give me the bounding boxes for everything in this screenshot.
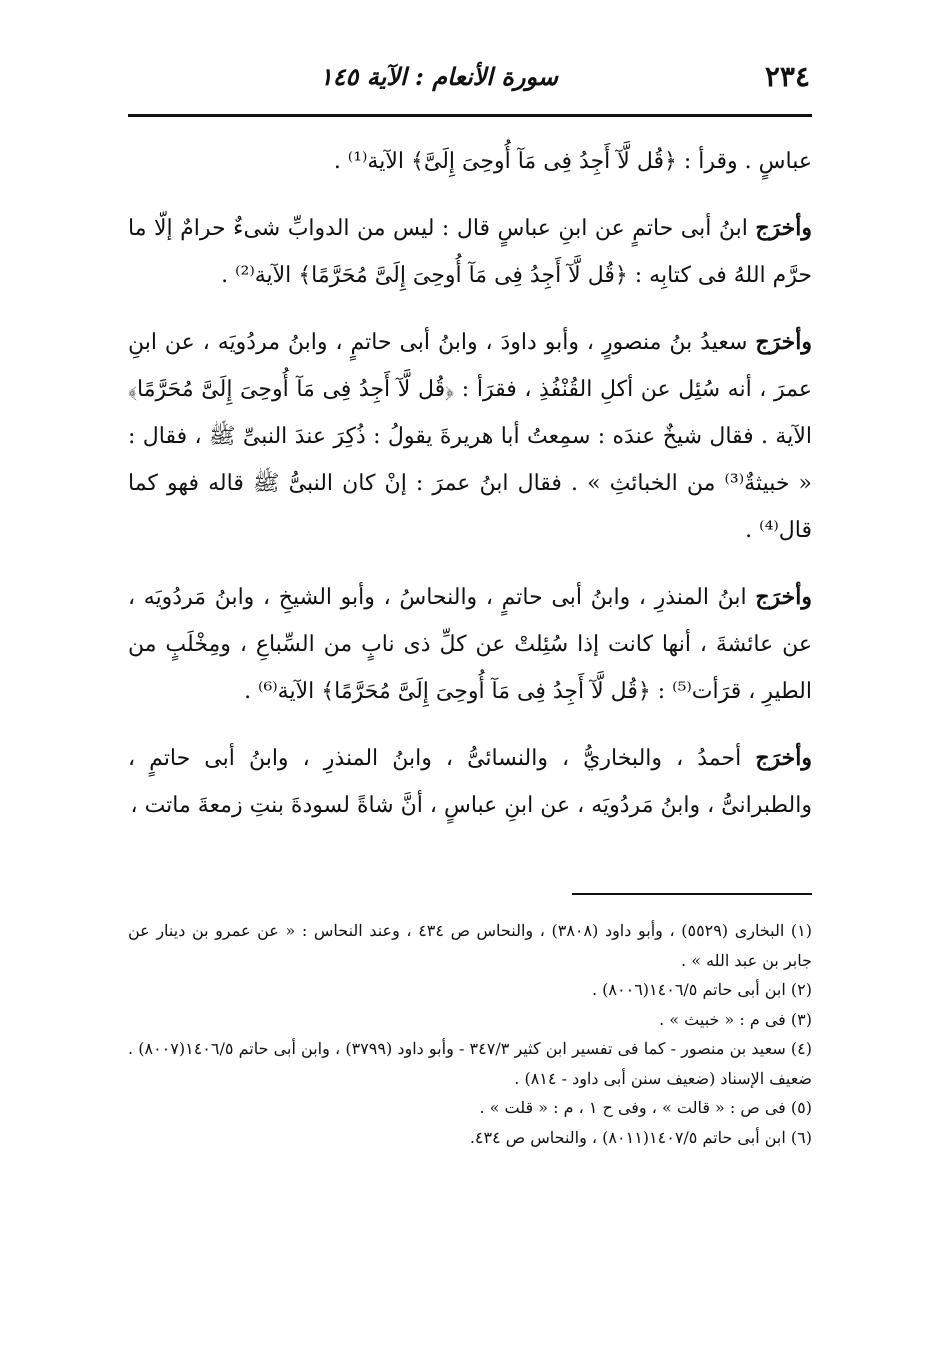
- footnote-5: (٥) فى ص : « قالت » ، وفى ح ١ ، م : « قلت » .: [479, 1098, 812, 1117]
- footnote-4: (٤) سعيد بن منصور - كما فى تفسير ابن كثير ٣٤٧/٣ - وأبو داود (٣٧٩٩) ، وابن أبى حاتم ١٤٠٦/٥(٨٠٠٧) . ضعيف الإسناد (ضعيف سنن أبى داود - ٨١٤) .: [128, 1039, 812, 1088]
- paragraph-lead: وأخرَج: [755, 215, 812, 241]
- footnote-3: (٣) فى م : « خبيث » .: [659, 1009, 812, 1029]
- page-header: [128, 58, 810, 106]
- footnote-rule: [572, 893, 812, 895]
- paragraph-text: ابنُ المنذرِ ، وابنُ أبى حاتمٍ ، والنحاسُ ، وأبو الشيخِ ، وابنُ مَردُويَه ، عن عائشةَ ، أنها كانت إذا سُئِلتْ عن كلِّ ذى نابٍ من السِّباعِ ، ومِخْلَبٍ من الطيرِ ، قرَأت⁽⁵⁾ : ﴿قُل لَّآ أَجِدُ فِى مَآ أُوحِىَ إِلَىَّ مُحَرَّمًا﴾ الآية⁽⁶⁾ .: [128, 585, 812, 704]
- paragraph-text: عباسٍ . وقرأ : ﴿قُل لَّآ أَجِدُ فِى مَآ أُوحِىَ إِلَىَّ﴾ الآية⁽¹⁾ .: [333, 149, 812, 174]
- paragraph-lead: وأخرَج: [755, 745, 812, 771]
- paragraph: [128, 205, 812, 299]
- header-rule: [128, 114, 812, 117]
- page-number: ٢٣٤: [764, 60, 810, 93]
- footnote-1: (١) البخارى (٥٥٢٩) ، وأبو داود (٣٨٠٨) ، والنحاس ص ٤٣٤ ، وعند النحاس : « عن عمرو بن دينار عن جابر بن عبد الله » .: [128, 921, 812, 970]
- paragraph: [128, 138, 812, 185]
- main-text: [128, 138, 812, 829]
- paragraph-lead: وأخرَج: [755, 584, 812, 610]
- paragraph-lead: وأخرَج: [755, 329, 813, 355]
- paragraph-text: ابنُ أبى حاتمٍ عن ابنِ عباسٍ قال : ليس من الدوابِّ شىءٌ حرامٌ إلّا ما حرَّم اللهُ فى كتابِه : ﴿قُل لَّآ أَجِدُ فِى مَآ أُوحِىَ إِلَىَّ مُحَرَّمًا﴾ الآية⁽²⁾ .: [128, 216, 812, 288]
- footnotes: [128, 916, 812, 1152]
- running-title: سورة الأنعام : الآية ١٤٥: [319, 62, 558, 91]
- paragraph-text: أحمدُ ، والبخاريُّ ، والنسائىُّ ، وابنُ المنذرِ ، وابنُ أبى حاتمٍ ، والطبرانىُّ ، وابنُ مَردُويَه ، عن ابنِ عباسٍ ، أنَّ شاةً لسودةَ بنتِ زمعةَ ماتت ،: [128, 746, 812, 818]
- paragraph: [128, 574, 812, 715]
- paragraph: [128, 735, 812, 829]
- paragraph: [128, 319, 812, 554]
- paragraph-text: سعيدُ بنُ منصورٍ ، وأبو داودَ ، وابنُ أبى حاتمٍ ، وابنُ مردُويَه ، عن ابنِ عمرَ ، أنه سُئِل عن أكلِ القُنْفُذِ ، فقرَأ : ﴿قُل لَّآ أَجِدُ فِى مَآ أُوحِىَ إِلَىَّ مُحَرَّمًا﴾ الآية . فقال شيخٌ عندَه : سمِعتُ أبا هريرةَ يقولُ : ذُكِرَ عندَ النبىِّ ﷺ ، فقال : « خبيثةٌ⁽³⁾ من الخبائثِ » . فقال ابنُ عمرَ : إنْ كان النبىُّ ﷺ قاله فهو كما قال⁽⁴⁾ .: [128, 330, 813, 543]
- footnote-6: (٦) ابن أبى حاتم ١٤٠٧/٥(٨٠١١) ، والنحاس ص ٤٣٤.: [469, 1127, 812, 1147]
- footnote-2: (٢) ابن أبى حاتم ١٤٠٦/٥(٨٠٠٦) .: [591, 980, 812, 999]
